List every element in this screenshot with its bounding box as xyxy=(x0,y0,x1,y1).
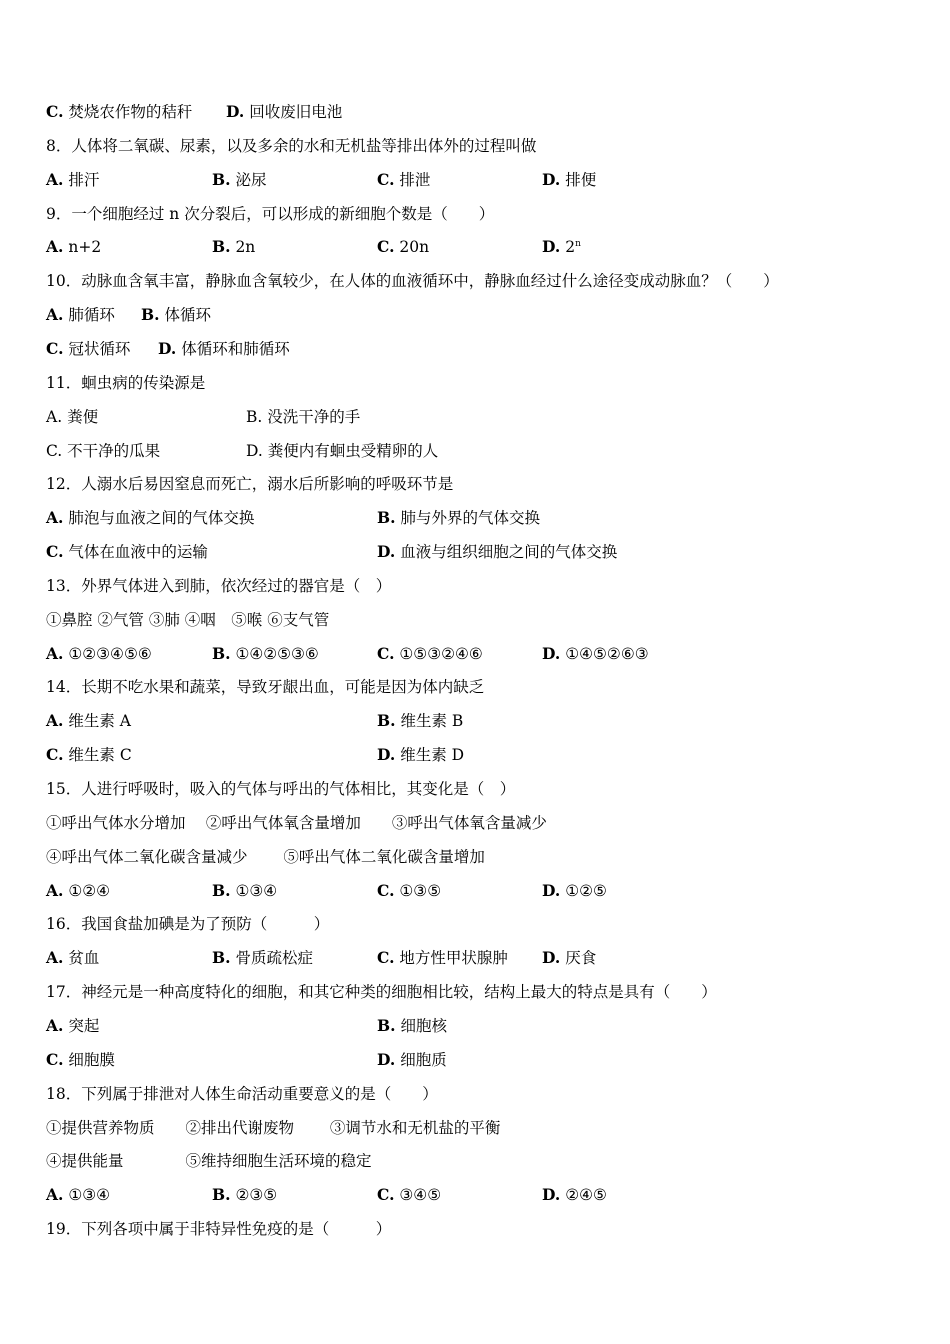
option-b xyxy=(212,168,266,192)
option-letter: B. xyxy=(377,508,396,528)
option-text: 贫血 xyxy=(68,949,100,968)
option-letter: D. xyxy=(226,102,245,121)
option-letter: D. xyxy=(377,745,396,765)
option-b xyxy=(141,303,211,327)
option-letter: A. xyxy=(46,1015,64,1035)
option-b xyxy=(246,405,360,429)
option-text: 细胞核 xyxy=(400,1016,447,1035)
option-text: 肺与外界的气体交换 xyxy=(400,509,540,528)
option-text: 2 xyxy=(565,238,576,257)
option-text: ①④②⑤③⑥ xyxy=(235,644,319,663)
option-letter: A. xyxy=(46,1185,64,1205)
option-d xyxy=(542,879,607,903)
option-d xyxy=(542,642,649,666)
option-b xyxy=(212,642,319,666)
option-text: ①②④ xyxy=(68,881,111,900)
option-text: ①③④ xyxy=(68,1186,111,1205)
option-a xyxy=(46,1183,110,1207)
question-line: 17．神经元是一种高度特化的细胞，和其它种类的细胞相比较，结构上最大的特点是具有（ ） xyxy=(46,983,717,1002)
question-line: ④呼出气体二氧化碳含量减少 ⑤呼出气体二氧化碳含量增加 xyxy=(46,847,485,866)
option-letter: A. xyxy=(46,169,64,189)
option-text: 20n xyxy=(399,238,430,257)
option-a xyxy=(46,506,254,530)
option-text: 粪便内有蛔虫受精卵的人 xyxy=(267,441,439,460)
option-text: 排便 xyxy=(565,170,597,189)
option-letter: C. xyxy=(377,880,395,900)
question-line: 18．下列属于排泄对人体生命活动重要意义的是（ ） xyxy=(46,1084,438,1103)
option-text: 厌食 xyxy=(565,949,597,968)
option-text: 冠状循环 xyxy=(68,339,131,358)
question-line: ④提供能量 ⑤维持细胞生活环境的稳定 xyxy=(46,1152,372,1171)
option-letter: A. xyxy=(46,880,64,900)
option-letter: D. xyxy=(377,542,396,562)
question-line: 12．人溺水后易因窒息而死亡，溺水后所影响的呼吸环节是 xyxy=(46,475,454,494)
option-a xyxy=(46,405,98,429)
option-text: 排汗 xyxy=(68,170,100,189)
option-d xyxy=(542,1183,607,1207)
option-text: 肺泡与血液之间的气体交换 xyxy=(68,509,255,528)
question-line: 10．动脉血含氧丰富，静脉血含氧较少，在人体的血液循环中，静脉血经过什么途径变成动脉血？（ ） xyxy=(46,272,779,291)
option-letter: D. xyxy=(542,237,561,257)
option-text: ①③④ xyxy=(235,881,278,900)
option-text: 没洗干净的手 xyxy=(267,407,361,426)
option-text: 维生素 A xyxy=(68,712,131,731)
option-letter: C. xyxy=(377,237,395,257)
option-d xyxy=(377,540,617,564)
option-text: ②④⑤ xyxy=(565,1186,607,1205)
option-text: n+2 xyxy=(68,238,102,257)
option-a xyxy=(46,709,131,733)
option-d xyxy=(246,439,438,463)
question-line: ①鼻腔 ②气管 ③肺 ④咽 ⑤喉 ⑥支气管 xyxy=(46,610,330,629)
option-letter: D. xyxy=(542,948,561,968)
option-letter: C. xyxy=(377,169,395,189)
option-text: 不干净的瓜果 xyxy=(67,441,161,460)
option-text: ①⑤③②④⑥ xyxy=(399,644,483,663)
option-text: 维生素 B xyxy=(400,712,464,731)
option-text: 粪便 xyxy=(67,407,99,426)
option-letter: D. xyxy=(246,441,263,460)
question-line: 13．外界气体进入到肺，依次经过的器官是（ ） xyxy=(46,576,392,595)
option-letter: B. xyxy=(212,880,231,900)
option-letter: D. xyxy=(542,169,561,189)
option-b xyxy=(212,1183,277,1207)
option-letter: A. xyxy=(46,407,63,426)
option-text: ①④⑤②⑥③ xyxy=(565,644,649,663)
option-c xyxy=(46,439,160,463)
option-c xyxy=(377,946,508,970)
option-d xyxy=(226,100,342,124)
option-letter: B. xyxy=(141,305,160,325)
option-d xyxy=(377,743,464,767)
option-letter: A. xyxy=(46,643,64,663)
option-text: 体循环 xyxy=(164,306,211,325)
question-line: ①提供营养物质 ②排出代谢废物 ③调节水和无机盐的平衡 xyxy=(46,1118,501,1137)
option-c xyxy=(46,1048,115,1072)
option-letter: C. xyxy=(46,441,63,460)
option-text: 血液与组织细胞之间的气体交换 xyxy=(400,543,618,562)
option-c xyxy=(46,743,132,767)
question-line: 14．长期不吃水果和蔬菜，导致牙龈出血，可能是因为体内缺乏 xyxy=(46,678,485,697)
option-letter: A. xyxy=(46,237,64,257)
superscript: n xyxy=(575,239,581,250)
option-b xyxy=(212,235,255,259)
option-text: ②③⑤ xyxy=(235,1186,278,1205)
option-letter: C. xyxy=(46,542,64,562)
option-a xyxy=(46,168,99,192)
option-text: 焚烧农作物的秸秆 xyxy=(68,103,193,121)
option-b xyxy=(212,946,313,970)
option-b xyxy=(377,1014,447,1038)
question-line: 19．下列各项中属于非特异性免疫的是（ ） xyxy=(46,1220,392,1239)
option-a xyxy=(46,642,152,666)
option-text: 维生素 D xyxy=(400,746,465,765)
option-c xyxy=(377,235,429,259)
option-text: 细胞膜 xyxy=(68,1050,115,1069)
option-c xyxy=(377,168,430,192)
option-letter: B. xyxy=(246,407,263,426)
option-c xyxy=(377,1183,441,1207)
option-a xyxy=(46,303,115,327)
option-letter: B. xyxy=(377,711,396,731)
option-c xyxy=(46,540,208,564)
option-text: ③④⑤ xyxy=(399,1186,442,1205)
option-letter: C. xyxy=(377,948,395,968)
option-c xyxy=(46,100,192,124)
option-letter: A. xyxy=(46,305,64,325)
option-text: 泌尿 xyxy=(235,170,267,189)
option-text: 细胞质 xyxy=(400,1050,447,1069)
option-letter: A. xyxy=(46,711,64,731)
option-letter: C. xyxy=(46,338,64,358)
option-b xyxy=(377,709,463,733)
option-text: 维生素 C xyxy=(68,746,132,765)
option-text: 气体在血液中的运输 xyxy=(68,543,208,562)
option-text: 回收废旧电池 xyxy=(249,103,343,121)
question-line: 15．人进行呼吸时，吸入的气体与呼出的气体相比，其变化是（ ） xyxy=(46,780,516,798)
option-text: 2n xyxy=(235,238,256,257)
option-text: 突起 xyxy=(68,1016,100,1035)
option-text: ①②⑤ xyxy=(565,881,607,900)
option-text: 地方性甲状腺肿 xyxy=(399,949,508,968)
option-letter: D. xyxy=(542,1185,561,1205)
option-a xyxy=(46,946,99,970)
option-text: 肺循环 xyxy=(68,306,115,325)
option-letter: C. xyxy=(377,1185,395,1205)
option-letter: B. xyxy=(377,1015,396,1035)
option-letter: C. xyxy=(377,643,395,663)
option-letter: A. xyxy=(46,948,64,968)
option-c xyxy=(377,879,441,903)
option-letter: A. xyxy=(46,508,64,528)
option-letter: C. xyxy=(46,1049,64,1069)
option-letter: B. xyxy=(212,169,231,189)
option-letter: D. xyxy=(377,1049,396,1069)
option-c xyxy=(46,337,130,361)
option-letter: D. xyxy=(542,880,561,900)
question-line: 8．人体将二氧碳、尿素，以及多余的水和无机盐等排出体外的过程叫做 xyxy=(46,136,537,155)
option-letter: D. xyxy=(158,338,177,358)
option-d xyxy=(377,1048,447,1072)
question-line: 16．我国食盐加碘是为了预防（ ） xyxy=(46,915,330,934)
option-b xyxy=(212,879,277,903)
option-d xyxy=(542,235,581,259)
option-letter: B. xyxy=(212,237,231,257)
question-line: ①呼出气体水分增加 ②呼出气体氧含量增加 ③呼出气体氧含量减少 xyxy=(46,813,547,832)
option-text: ①③⑤ xyxy=(399,881,442,900)
option-a xyxy=(46,1014,99,1038)
option-letter: D. xyxy=(542,643,561,663)
option-letter: B. xyxy=(212,643,231,663)
option-a xyxy=(46,879,110,903)
option-text: 排泄 xyxy=(399,170,431,189)
option-letter: C. xyxy=(46,745,64,765)
option-d xyxy=(542,168,596,192)
option-text: ①②③④⑤⑥ xyxy=(68,644,152,663)
option-d xyxy=(158,337,290,361)
option-b xyxy=(377,506,540,530)
question-line: 11．蛔虫病的传染源是 xyxy=(46,373,206,392)
option-letter: B. xyxy=(212,948,231,968)
option-a xyxy=(46,235,101,259)
option-letter: C. xyxy=(46,102,64,121)
option-letter: B. xyxy=(212,1185,231,1205)
option-text: 体循环和肺循环 xyxy=(181,339,290,358)
option-text: 骨质疏松症 xyxy=(235,949,313,968)
option-c xyxy=(377,642,483,666)
question-line: 9．一个细胞经过 n 次分裂后，可以形成的新细胞个数是（ ） xyxy=(46,204,495,223)
option-d xyxy=(542,946,596,970)
